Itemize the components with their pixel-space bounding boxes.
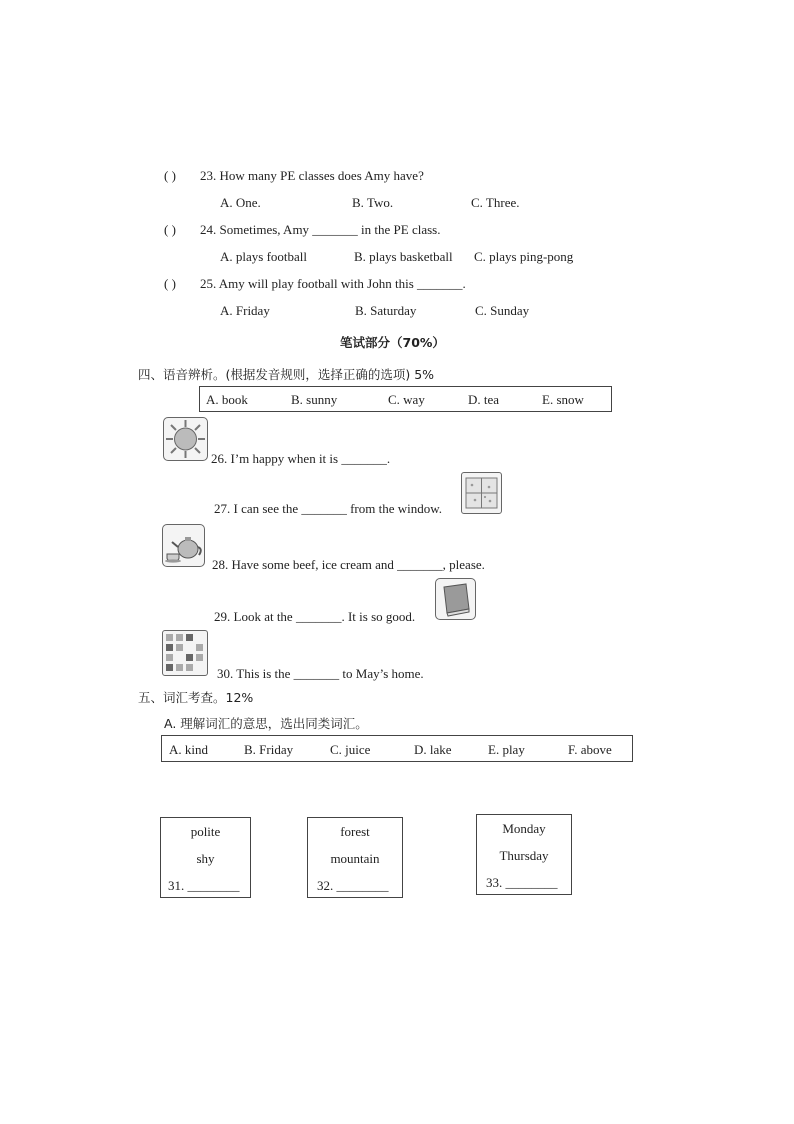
option-25-a: A. Friday xyxy=(220,303,270,318)
book-icon xyxy=(435,578,476,620)
option-23-c: C. Three. xyxy=(471,195,520,210)
word-box-32 xyxy=(307,817,403,898)
word-box-33 xyxy=(476,814,572,895)
section5-heading: 五、词汇考查。12% xyxy=(138,690,254,705)
option-24-c: C. plays ping-pong xyxy=(474,249,574,264)
section4-heading: 四、语音辨析。(根据发音规则，选择正确的选项) 5% xyxy=(138,367,435,382)
section5-choice-box xyxy=(161,735,633,762)
option-23-b: B. Two. xyxy=(352,195,394,210)
word-box-33-word-1: Monday xyxy=(502,821,546,836)
section5-choice-e: E. play xyxy=(488,742,525,757)
word-box-32-word-2: mountain xyxy=(330,851,380,866)
word-box-33-word-2: Thursday xyxy=(499,848,549,863)
answer-blank-31[interactable]: 31. ________ xyxy=(168,878,240,893)
section5-choice-f: F. above xyxy=(568,742,612,757)
answer-bracket-23[interactable]: ( ) xyxy=(164,168,176,183)
written-part-title: 笔试部分（70%） xyxy=(340,335,445,350)
section4-choice-b: B. sunny xyxy=(291,392,338,407)
question-27: 27. I can see the _______ from the window. xyxy=(214,501,443,516)
question-23: 23. How many PE classes does Amy have? xyxy=(200,168,424,183)
option-25-c: C. Sunday xyxy=(475,303,530,318)
section5-choice-b: B. Friday xyxy=(244,742,294,757)
section4-choice-c: C. way xyxy=(388,392,425,407)
section5-choice-d: D. lake xyxy=(414,742,452,757)
section5-choice-c: C. juice xyxy=(330,742,371,757)
answer-blank-32[interactable]: 32. ________ xyxy=(317,878,389,893)
answer-bracket-25[interactable]: ( ) xyxy=(164,276,176,291)
option-24-b: B. plays basketball xyxy=(354,249,453,264)
option-25-b: B. Saturday xyxy=(355,303,417,318)
section5-choice-a: A. kind xyxy=(169,742,208,757)
section4-choice-e: E. snow xyxy=(542,392,584,407)
option-24-a: A. plays football xyxy=(220,249,308,264)
word-box-31-word-1: polite xyxy=(190,824,221,839)
option-23-a: A. One. xyxy=(220,195,261,210)
question-28: 28. Have some beef, ice cream and _______, please. xyxy=(212,557,485,572)
answer-blank-33[interactable]: 33. ________ xyxy=(486,875,558,890)
question-26: 26. I’m happy when it is _______. xyxy=(211,451,391,466)
word-box-31-word-2: shy xyxy=(196,851,215,866)
question-29: 29. Look at the _______. It is so good. xyxy=(214,609,416,624)
section4-choice-d: D. tea xyxy=(468,392,500,407)
question-24: 24. Sometimes, Amy _______ in the PE class. xyxy=(200,222,441,237)
question-25: 25. Amy will play football with John this _______. xyxy=(200,276,466,291)
question-30: 30. This is the _______ to May’s home. xyxy=(217,666,424,681)
sun-icon xyxy=(163,417,208,461)
teapot-icon xyxy=(162,524,205,567)
section4-choice-box xyxy=(199,386,612,412)
section4-choice-a: A. book xyxy=(206,392,248,407)
map-way-icon xyxy=(162,630,208,676)
answer-bracket-24[interactable]: ( ) xyxy=(164,222,176,237)
section5-sub-a: A. 理解词汇的意思，选出同类词汇。 xyxy=(164,716,368,731)
word-box-32-word-1: forest xyxy=(340,824,370,839)
word-box-31 xyxy=(160,817,251,898)
snow-window-icon xyxy=(461,472,502,514)
